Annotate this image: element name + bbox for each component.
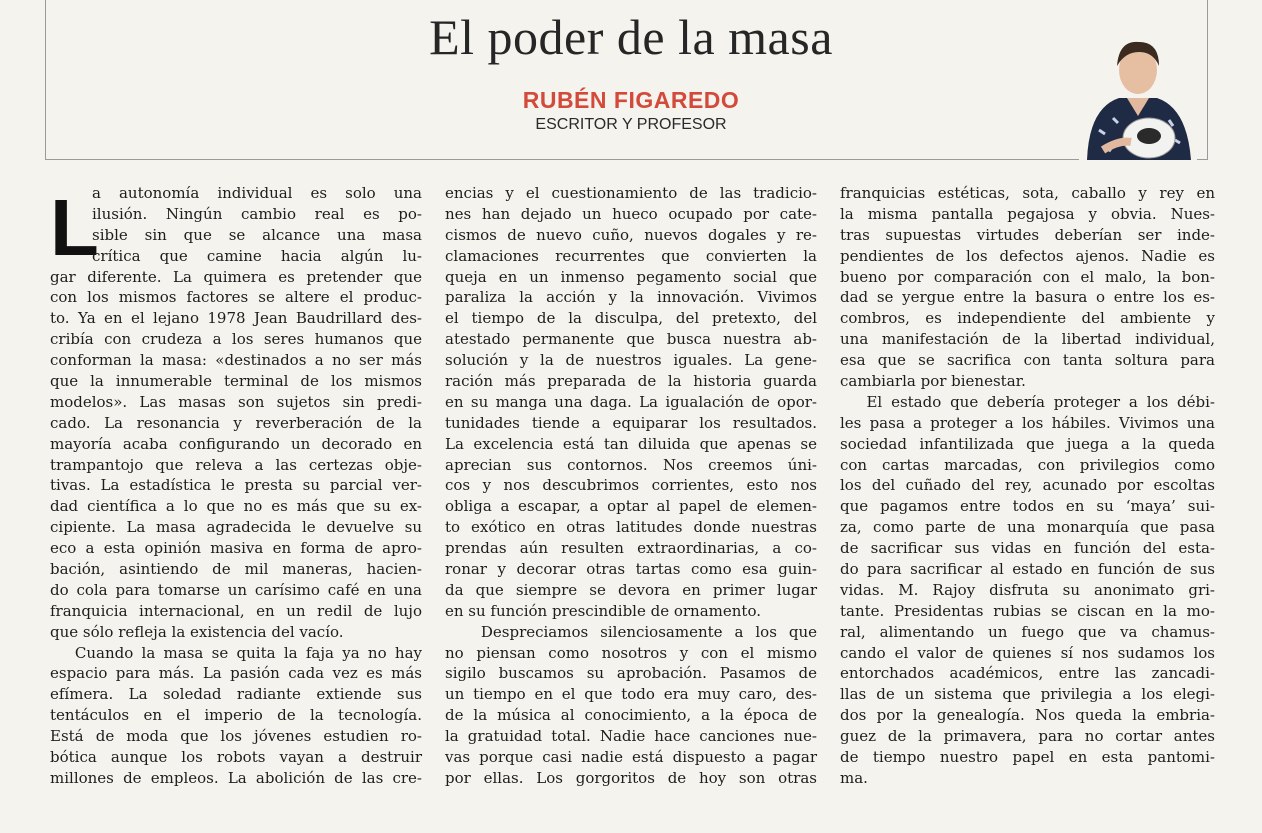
column-2 [445, 183, 817, 789]
text-line: tante. Presidentas rubias se ciscan en la mo- [840, 601, 1215, 620]
text-line: cambiarla por bienestar. [840, 372, 1026, 391]
text-line: dad científica a lo que no es más que su ex- [50, 497, 422, 516]
text-line: la gratuidad total. Nadie hace canciones nue- [445, 727, 817, 746]
column-1 [50, 183, 422, 789]
text-line: no piensan como nosotros y con el mismo [445, 643, 817, 662]
text-line: Despreciamos silenciosamente a los que [445, 622, 817, 641]
text-line: encias y el cuestionamiento de las tradicio- [445, 184, 817, 202]
text-line: bótica aunque los robots vayan a destruir [50, 748, 422, 767]
text-line: aprecian sus contornos. Nos creemos úni- [445, 455, 817, 474]
text-line: les pasa a proteger a los hábiles. Vivimos una [840, 413, 1215, 432]
author-name: RUBÉN FIGAREDO [522, 87, 740, 113]
text-line: ral, alimentando un fuego que va chamus- [840, 622, 1215, 641]
text-line: pendientes de los defectos ajenos. Nadie es [840, 246, 1215, 265]
text-line: obliga a escapar, a optar al papel de elemen- [445, 497, 817, 516]
text-line: queja en un inmenso pegamento social que [445, 267, 817, 286]
text-line: el tiempo de la disculpa, del pretexto, del [445, 309, 817, 328]
text-line: tras supuestas virtudes deberían ser inde- [840, 225, 1215, 244]
text-line: prendas aún resulten extraordinarias, a co- [445, 539, 817, 558]
text-line: clamaciones recurrentes que convierten la [445, 246, 817, 265]
text-line: solución y la de nuestros iguales. La gene- [445, 351, 817, 370]
text-line: franquicia internacional, en un redil de lujo [50, 601, 422, 620]
text-line: espacio para más. La pasión cada vez es más [50, 664, 422, 683]
text-line: Cuando la masa se quita la faja ya no hay [50, 643, 422, 662]
text-line: za, como parte de una monarquía que pasa [840, 518, 1215, 537]
text-line: cando el valor de quienes sí nos sudamos los [840, 643, 1215, 662]
text-line: paraliza la acción y la innovación. Vivimos [445, 288, 817, 307]
text-line: esa que se sacrifica con tanta soltura para [840, 351, 1215, 370]
text-line: un tiempo en el que todo era muy caro, des- [445, 685, 817, 704]
text-line: El estado que debería proteger a los débi- [840, 392, 1215, 411]
text-line: tunidades tiende a equiparar los resultados. [445, 413, 817, 432]
text-line: sigilo buscamos su aprobación. Pasamos de [445, 664, 817, 683]
text-line: sible sin que se alcance una masa [92, 225, 422, 244]
text-line: bueno por comparación con el malo, la bon- [840, 267, 1215, 286]
text-line: de sacrificar sus vidas en función del esta- [840, 539, 1215, 558]
drop-cap: L [50, 183, 99, 272]
text-line: de la música al conocimiento, a la época de [445, 706, 817, 725]
text-line: dos por la genealogía. Nos queda la embria- [840, 706, 1215, 725]
text-line: en su función prescindible de ornamento. [445, 601, 761, 620]
text-line: por ellas. Los gorgoritos de hoy son otras [445, 768, 817, 787]
text-line: franquicias estéticas, sota, caballo y rey en [840, 184, 1215, 202]
text-line: trampantojo que releva a las certezas obje- [50, 455, 422, 474]
headline: El poder de la masa [429, 9, 833, 65]
text-line: do cola para tomarse un carísimo café en una [50, 580, 422, 599]
author-role: ESCRITOR Y PROFESOR [535, 116, 727, 133]
text-line: sociedad infantilizada que juega a la queda [840, 434, 1215, 453]
text-line: Está de moda que los jóvenes estudien ro- [50, 727, 422, 746]
text-line: nes han dejado un hueco ocupado por cate- [445, 204, 817, 223]
text-line: guez de la primavera, para no cortar antes [840, 727, 1215, 746]
text-line: da que siempre se devora en primer lugar [445, 580, 817, 599]
text-line: tivas. La estadística le presta su parcial ver- [50, 476, 422, 495]
text-line: dad se yergue entre la basura o entre los es- [840, 288, 1215, 307]
text-line: los del cuñado del rey, acunado por escoltas [840, 476, 1215, 495]
text-line: vas porque casi nadie está dispuesto a pagar [445, 748, 817, 767]
text-line: tentáculos en el imperio de la tecnología. [50, 706, 422, 725]
text-line: efímera. La soledad radiante extiende sus [50, 685, 422, 704]
text-line: combros, es independiente del ambiente y [840, 309, 1215, 328]
text-line: de tiempo nuestro papel en esta pantomi- [840, 748, 1215, 767]
text-line: ronar y decorar otras tartas como esa guin- [445, 560, 817, 579]
text-line: La excelencia está tan diluida que apenas se [445, 434, 817, 453]
text-line: una manifestación de la libertad individual, [840, 330, 1215, 349]
text-line: eco a esta opinión masiva en forma de apro- [50, 539, 422, 558]
text-line: vidas. M. Rajoy disfruta su anonimato gri- [840, 580, 1215, 599]
text-line: ración más preparada de la historia guarda [445, 372, 817, 391]
text-line: ilusión. Ningún cambio real es po- [92, 204, 422, 223]
text-line: entorchados académicos, entre las zancadi- [840, 664, 1215, 683]
text-line: que pagamos entre todos en su ‘maya’ sui- [840, 497, 1215, 516]
text-line: con cartas marcadas, con privilegios como [840, 455, 1215, 474]
column-3 [840, 183, 1215, 789]
text-line: cado. La resonancia y reverberación de la [50, 413, 422, 432]
text-line: en su manga una daga. La igualación de opor- [445, 392, 817, 411]
text-line: cismos de nuevo cuño, nuevos dogales y re- [445, 225, 817, 244]
text-line: a autonomía individual es solo una [92, 184, 422, 202]
text-line: crítica que camine hacia algún lu- [92, 246, 422, 265]
author-photo [1079, 30, 1197, 160]
text-line: cos y nos descubrimos corrientes, esto nos [445, 476, 817, 495]
text-line: llas de un sistema que privilegia a los elegi- [840, 685, 1215, 704]
text-line: con los mismos factores se altere el produc- [50, 288, 422, 307]
text-line: cipiente. La masa agradecida le devuelve su [50, 518, 422, 537]
text-line: modelos». Las masas son sujetos sin predi- [50, 392, 422, 411]
text-line: conforman la masa: «destinados a no ser más [50, 351, 422, 370]
text-line: gar diferente. La quimera es pretender que [50, 267, 422, 286]
text-line: do para sacrificar al estado en función de sus [840, 560, 1215, 579]
text-line: millones de empleos. La abolición de las cre- [50, 768, 422, 787]
text-line: que sólo refleja la existencia del vacío. [50, 622, 344, 641]
text-line: que la innumerable terminal de los mismos [50, 372, 422, 391]
text-line: to exótico en otras latitudes donde nuestras [445, 518, 817, 537]
text-line: la misma pantalla pegajosa y obvia. Nues- [840, 204, 1215, 223]
text-line: to. Ya en el lejano 1978 Jean Baudrillard des- [50, 309, 422, 328]
text-line: ma. [840, 768, 868, 787]
text-line: cribía con crudeza a los seres humanos que [50, 330, 422, 349]
text-line: atestado permanente que busca nuestra ab- [445, 330, 817, 349]
text-line: bación, asintiendo de mil maneras, hacien- [50, 560, 422, 579]
text-line: mayoría acaba configurando un decorado en [50, 434, 422, 453]
